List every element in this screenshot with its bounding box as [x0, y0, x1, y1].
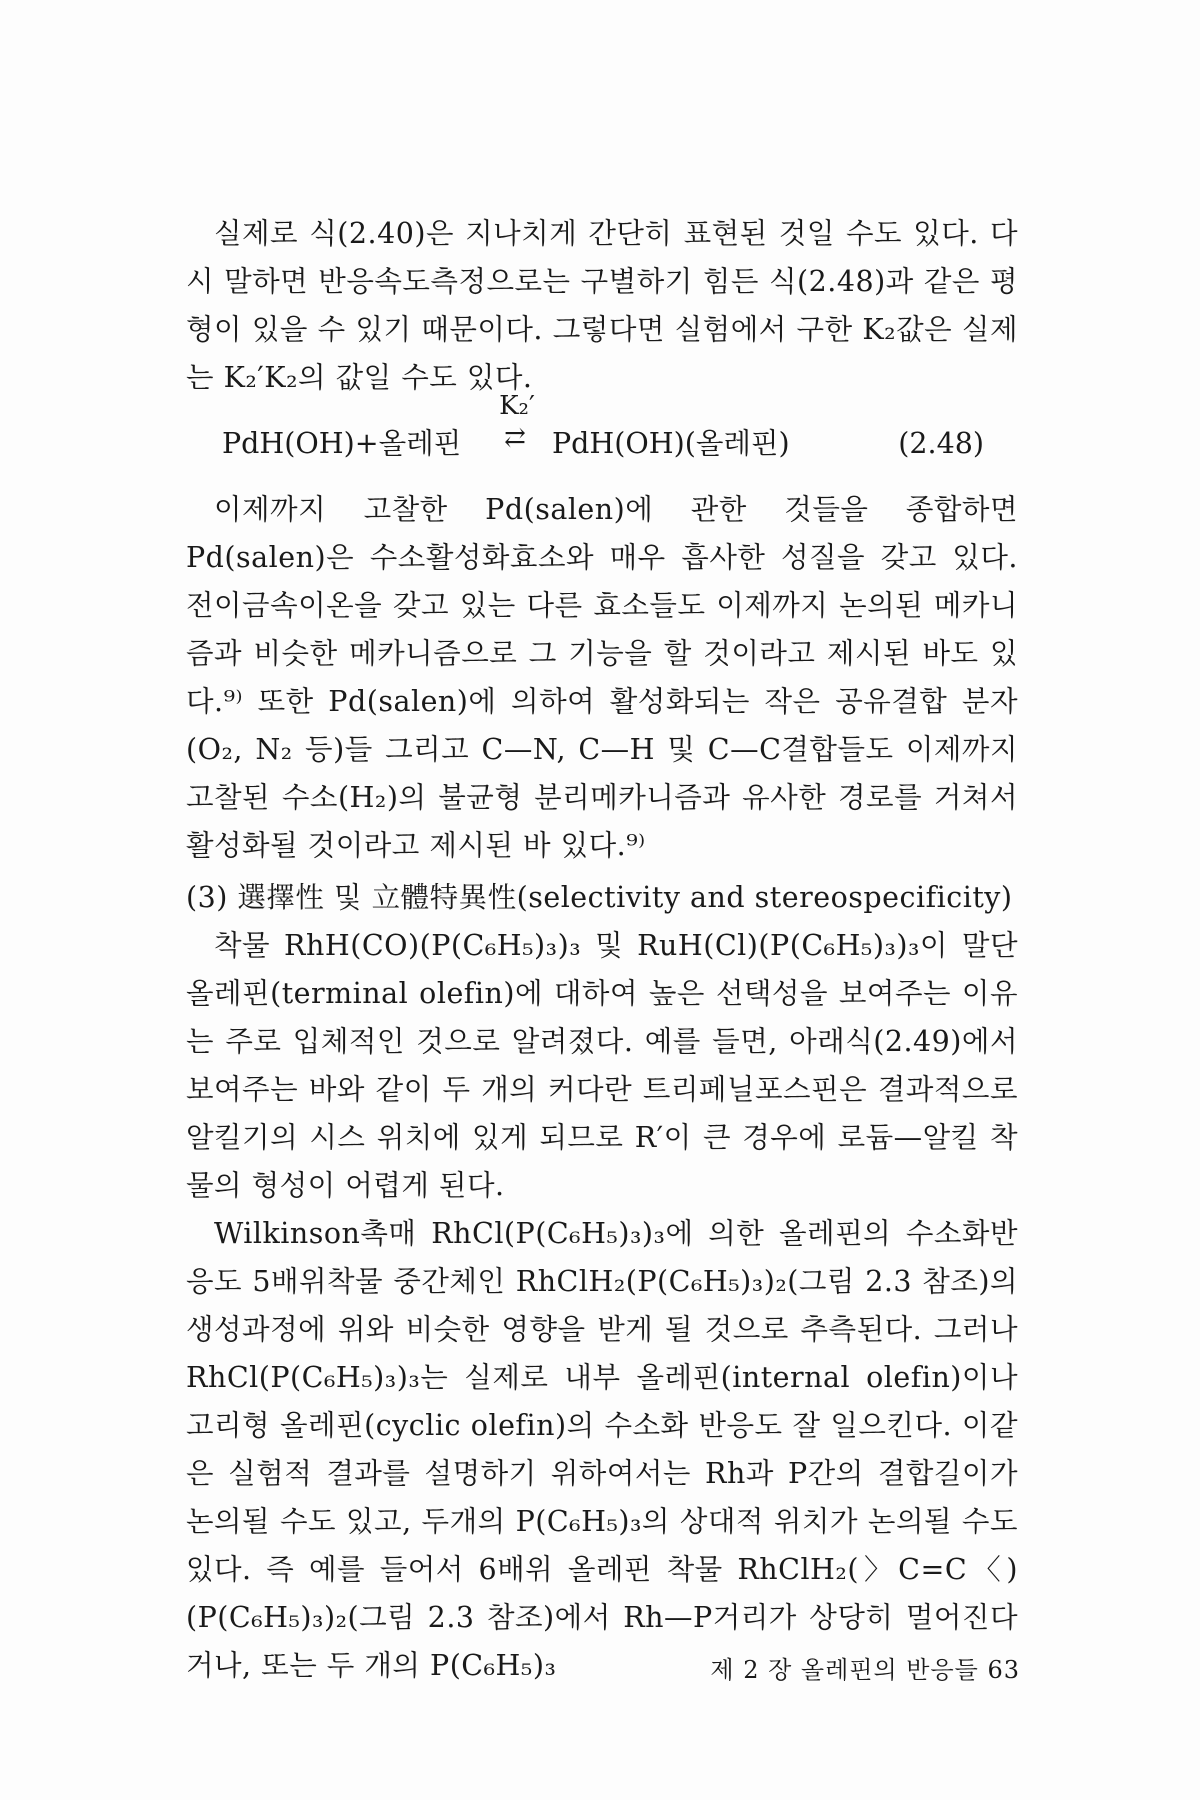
- equation-row: [222, 391, 1018, 468]
- equilibrium-constant: K₂′: [499, 391, 535, 421]
- equation-left: PdH(OH)+올레핀: [222, 427, 462, 460]
- paragraph-3: 착물 RhH(CO)(P(C₆H₅)₃)₃ 및 RuH(Cl)(P(C₆H₅)₃)₃이 말단 올레핀(terminal olefin)에 대하여 높은 선택성을 보여주는 이유는 주로 입체적인 것으로 알려졌다. 예를 들면, 아래식(2.49)에서 보여주는 바와 같이 두 개의 커다란 트리페닐포스핀은 결과적으로 알킬기의 시스 위치에 있게 되므로 R′이 큰 경우에 로듐—알킬 착물의 형성이 어렵게 된다.: [186, 929, 1018, 1202]
- text-block-2: [186, 486, 1018, 870]
- equation-2-48: [222, 391, 1018, 468]
- equation-number: (2.48): [898, 427, 984, 460]
- paragraph-1: 실제로 식(2.40)은 지나치게 간단히 표현된 것일 수도 있다. 다시 말하면 반응속도측정으로는 구별하기 힘든 식(2.48)과 같은 평형이 있을 수 있기 때문이다. 그렇다면 실험에서 구한 K₂값은 실제는 K₂′K₂의 값일 수도 있다.: [186, 217, 1018, 394]
- page-footer: 제 2 장 올레핀의 반응들 63: [710, 1656, 1020, 1684]
- text-block-3: [186, 874, 1018, 1690]
- paragraph-4: Wilkinson촉매 RhCl(P(C₆H₅)₃)₃에 의한 올레핀의 수소화반응도 5배위착물 중간체인 RhClH₂(P(C₆H₅)₃)₂(그림 2.3 참조)의 생성과정에 위와 비슷한 영향을 받게 될 것으로 추측된다. 그러나 RhCl(P(C₆H₅)₃)₃는 실제로 내부 올레핀(internal olefin)이나 고리형 올레핀(cyclic olefin)의 수소화 반응도 잘 일으킨다. 이같은 실험적 결과를 설명하기 위하여서는 Rh과 P간의 결합길이가 논의될 수도 있고, 두개의 P(C₆H₅)₃의 상대적 위치가 논의될 수도 있다. 즉 예를 들어서 6배위 올레핀 착물 RhClH₂(〉C=C〈)(P(C₆H₅)₃)₂(그림 2.3 참조)에서 Rh—P거리가 상당히 멀어진다거나, 또는 두 개의 P(C₆H₅)₃: [186, 1217, 1018, 1682]
- paragraph-2: 이제까지 고찰한 Pd(salen)에 관한 것들을 종합하면 Pd(salen)은 수소활성화효소와 매우 흡사한 성질을 갖고 있다. 전이금속이온을 갖고 있는 다른 효소들도 이제까지 논의된 메카니즘과 비슷한 메카니즘으로 그 기능을 할 것이라고 제시된 바도 있다.⁹⁾ 또한 Pd(salen)에 의하여 활성화되는 작은 공유결합 분자(O₂, N₂ 등)들 그리고 C—N, C—H 및 C—C결합들도 이제까지 고찰된 수소(H₂)의 불균형 분리메카니즘과 유사한 경로를 거쳐서 활성화될 것이라고 제시된 바 있다.⁹⁾: [186, 493, 1018, 862]
- equilibrium-arrow: ⇄: [504, 423, 526, 453]
- equation-right: PdH(OH)(올레핀): [552, 427, 790, 460]
- text-block-1: [186, 210, 1018, 402]
- section-heading: (3) 選擇性 및 立體特異性(selectivity and stereospecificity): [186, 881, 1013, 914]
